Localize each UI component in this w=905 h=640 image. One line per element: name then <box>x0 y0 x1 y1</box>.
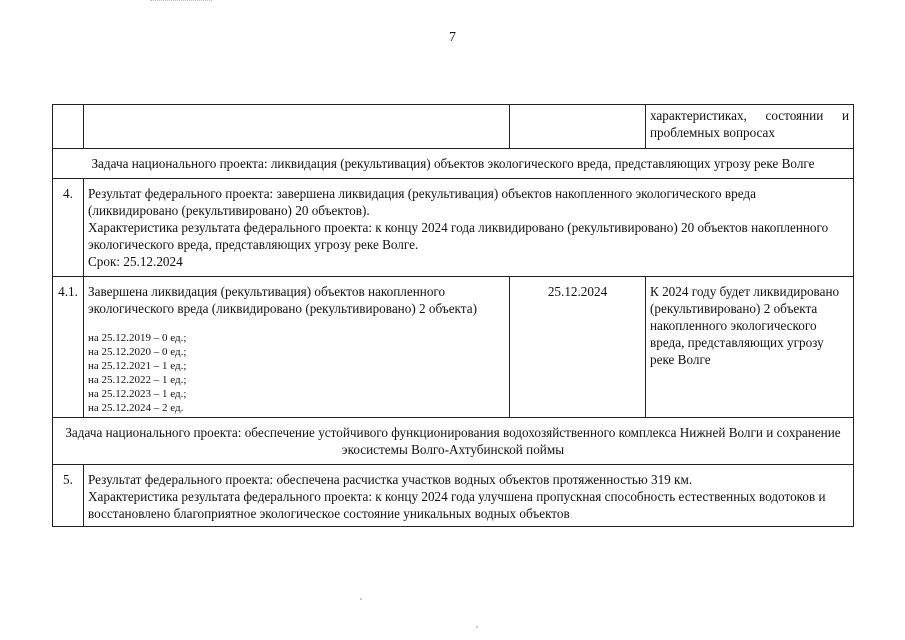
task-heading: Задача национального проекта: ликвидация (рекультивация) объектов экологического вреда, представляющих угрозу реке Волге <box>53 149 854 179</box>
row-number: 4.1. <box>53 277 84 418</box>
subitem-description: Завершена ликвидация (рекультивация) объектов накопленного экологического вреда (ликвидировано (рекультивировано) 2 объекта) <box>88 284 477 316</box>
result-characteristic: Характеристика результата федерального проекта: к концу 2024 года улучшена пропускная способность естественных водотоков и восстановлено благоприятное экологическое состояние уникальных водных объектов <box>88 489 826 521</box>
table-row-subitem <box>53 277 854 418</box>
scan-dot <box>476 626 478 628</box>
row-number: 4. <box>53 179 84 277</box>
schedule-item: на 25.12.2024 – 2 ед. <box>88 402 184 414</box>
table-row-result <box>53 179 854 277</box>
table-row-task <box>53 149 854 179</box>
result-text: Результат федерального проекта: завершена ликвидация (рекультивация) объектов накопленного экологического вреда (ликвидировано (рекультивировано) 20 объектов). <box>88 186 756 218</box>
cell-characteristic: характеристиках, состоянии и проблемных вопросах <box>646 105 854 149</box>
schedule-item: на 25.12.2019 – 0 ед.; <box>88 332 187 344</box>
cell-number <box>53 105 84 149</box>
result-cell <box>84 465 854 527</box>
table-row-task <box>53 418 854 465</box>
scan-dot <box>360 598 362 600</box>
result-deadline: Срок: 25.12.2024 <box>88 254 183 269</box>
table-row-result <box>53 465 854 527</box>
subitem-characteristic: К 2024 году будет ликвидировано (рекультивировано) 2 объекта накопленного экологического вреда, представляющих угрозу реке Волге <box>646 277 854 418</box>
schedule-item: на 25.12.2021 – 1 ед.; <box>88 360 187 372</box>
subitem-description-cell <box>84 277 510 418</box>
task-heading: Задача национального проекта: обеспечение устойчивого функционирования водохозяйственного комплекса Нижней Волги и сохранение экосистемы Волго-Ахтубинской поймы <box>53 418 854 465</box>
cell-date <box>510 105 646 149</box>
page-number: 7 <box>449 30 456 45</box>
cell-description <box>84 105 510 149</box>
project-table <box>52 104 854 527</box>
result-cell <box>84 179 854 277</box>
row-number: 5. <box>53 465 84 527</box>
scan-artifact <box>150 0 212 3</box>
table-row-continued <box>53 105 854 149</box>
subitem-date: 25.12.2024 <box>510 277 646 418</box>
result-characteristic: Характеристика результата федерального проекта: к концу 2024 года ликвидировано (рекультивировано) 20 объектов накопленного экологического вреда, представляющих угрозу реке Волге. <box>88 220 829 252</box>
schedule-item: на 25.12.2022 – 1 ед.; <box>88 374 187 386</box>
result-text: Результат федерального проекта: обеспечена расчистка участков водных объектов протяженностью 319 км. <box>88 472 693 487</box>
schedule-item: на 25.12.2023 – 1 ед.; <box>88 388 187 400</box>
subitem-schedule <box>88 331 505 415</box>
schedule-item: на 25.12.2020 – 0 ед.; <box>88 346 187 358</box>
